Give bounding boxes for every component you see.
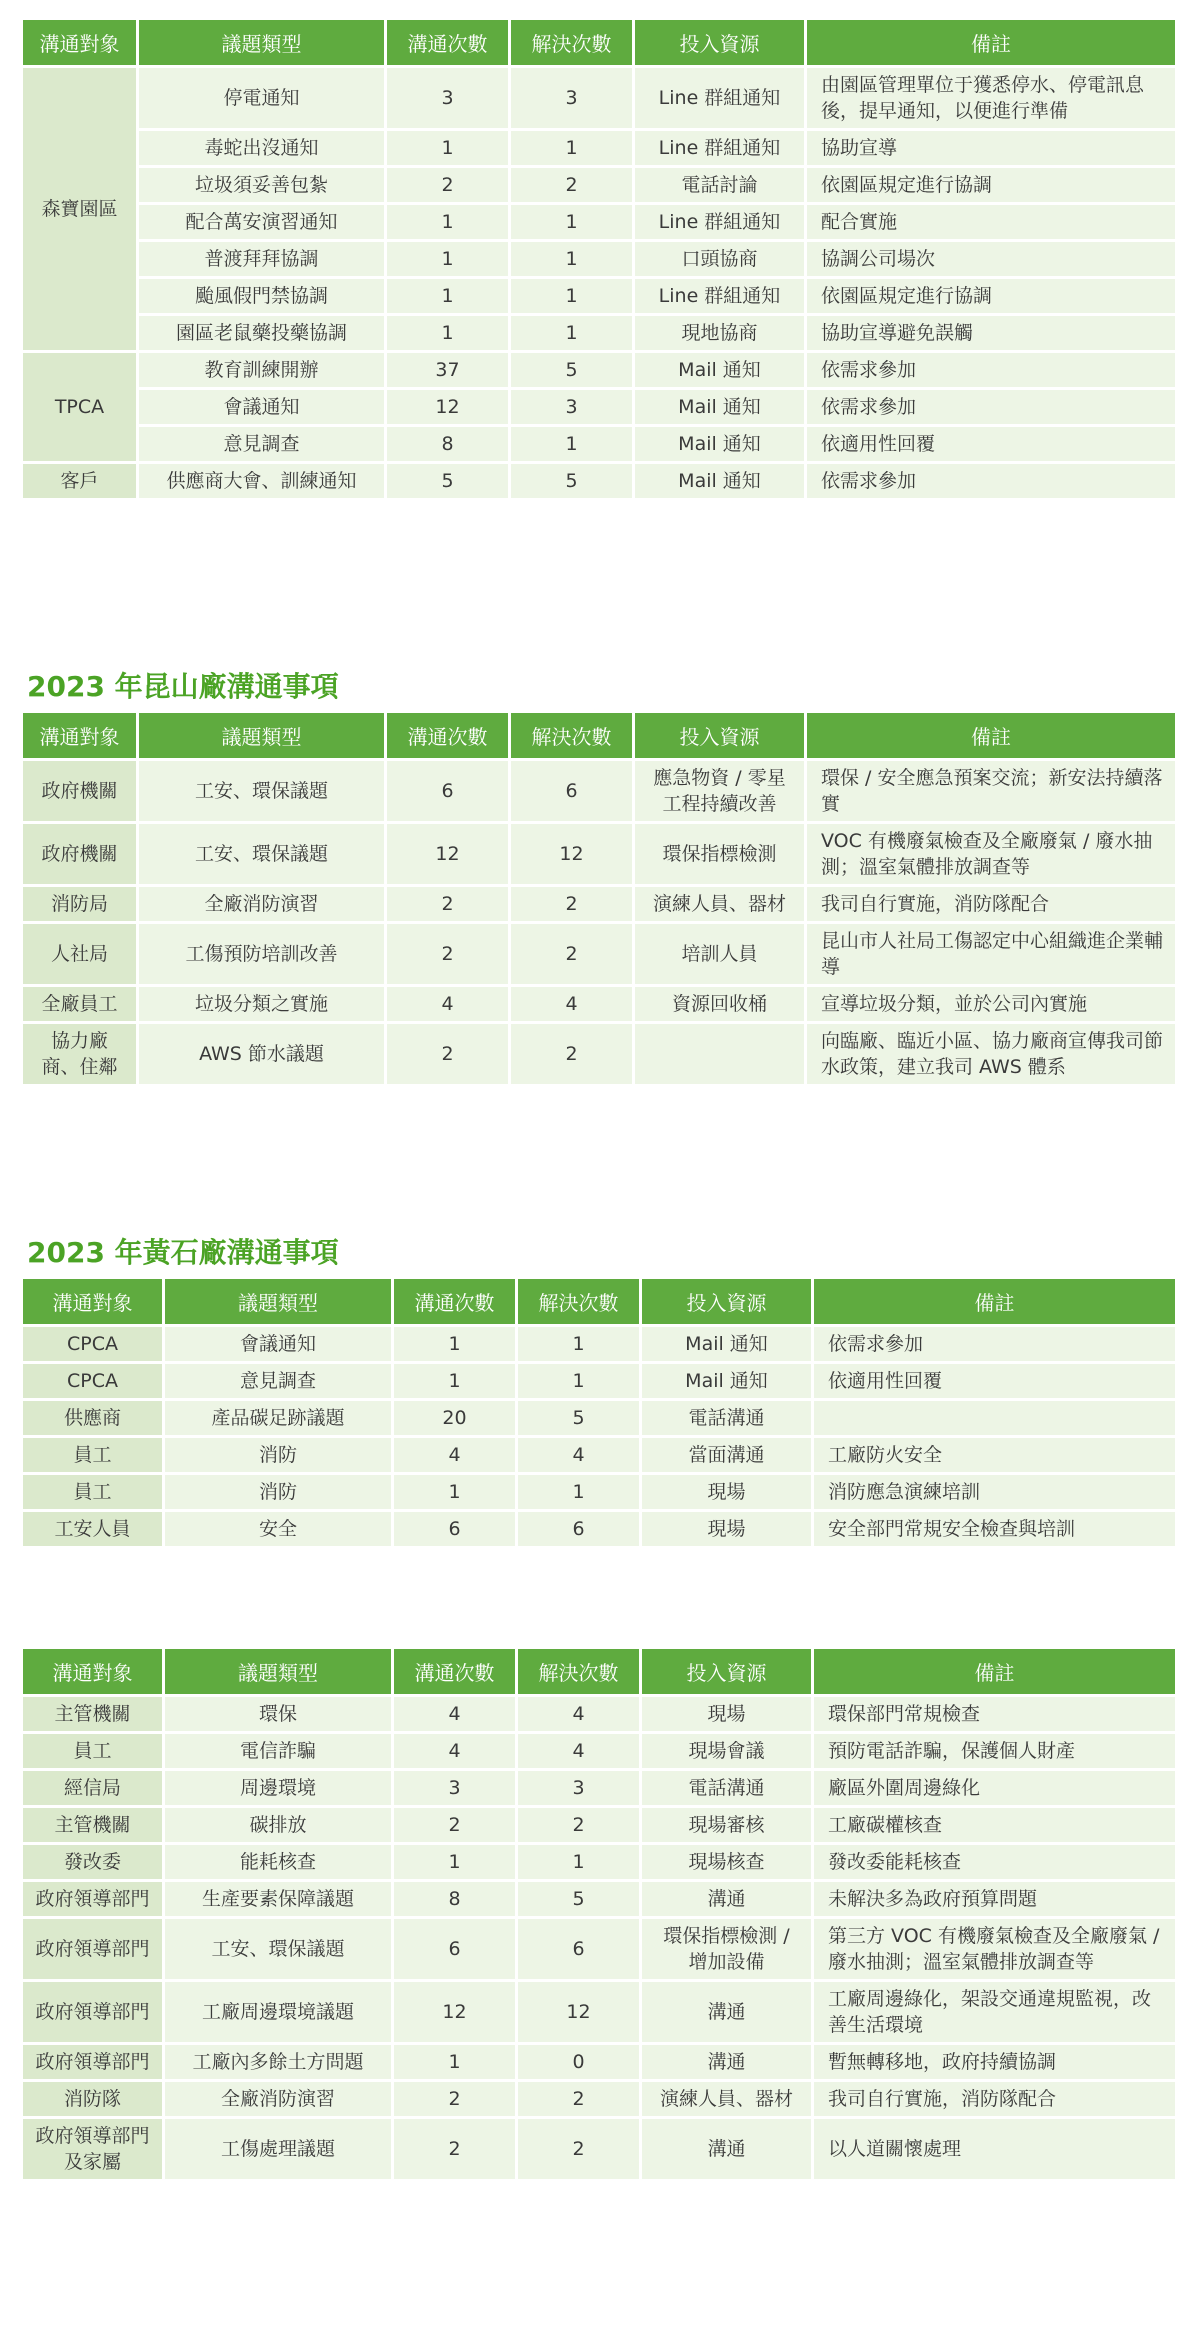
cell-resolved-count: 3	[511, 390, 632, 424]
cell-comm-count: 4	[394, 1438, 515, 1472]
cell-remarks: 依適用性回覆	[814, 1364, 1175, 1398]
cell-target: 消防局	[23, 887, 136, 921]
cell-resolved-count: 1	[511, 316, 632, 350]
table-row	[23, 1512, 1175, 1546]
cell-resources: 電話討論	[635, 168, 804, 202]
header-resources: 投入資源	[635, 713, 804, 758]
cell-topic: 教育訓練開辦	[139, 353, 384, 387]
header-remarks: 備註	[807, 20, 1175, 65]
cell-topic: 全廠消防演習	[139, 887, 384, 921]
cell-remarks: 工廠防火安全	[814, 1438, 1175, 1472]
cell-remarks: 安全部門常規安全檢查與培訓	[814, 1512, 1175, 1546]
table-row	[23, 1808, 1175, 1842]
table-row	[23, 464, 1175, 498]
cell-topic: 工傷處理議題	[165, 2119, 391, 2179]
cell-resources: 現場審核	[642, 1808, 811, 1842]
cell-resolved-count: 5	[511, 353, 632, 387]
cell-comm-count: 1	[387, 242, 508, 276]
cell-comm-count: 5	[387, 464, 508, 498]
cell-comm-count: 2	[387, 887, 508, 921]
cell-resolved-count: 3	[518, 1771, 639, 1805]
table-header	[23, 713, 1175, 758]
cell-topic: 能耗核查	[165, 1845, 391, 1879]
table-row	[23, 279, 1175, 313]
cell-resources: 口頭協商	[635, 242, 804, 276]
header-topic: 議題類型	[165, 1649, 391, 1694]
header-topic: 議題類型	[139, 713, 384, 758]
header-remarks: 備註	[807, 713, 1175, 758]
cell-remarks: 未解決多為政府預算問題	[814, 1882, 1175, 1916]
header-comm-count: 溝通次數	[387, 20, 508, 65]
cell-remarks: 昆山市人社局工傷認定中心組織進企業輔導	[807, 924, 1175, 984]
cell-remarks: 第三方 VOC 有機廢氣檢查及全廠廢氣 / 廢水抽測；溫室氣體排放調查等	[814, 1919, 1175, 1979]
table-row	[23, 1024, 1175, 1084]
cell-comm-count: 6	[394, 1919, 515, 1979]
cell-topic: 會議通知	[165, 1327, 391, 1361]
cell-resolved-count: 2	[518, 2082, 639, 2116]
cell-target: CPCA	[23, 1327, 162, 1361]
table-row	[23, 824, 1175, 884]
cell-resolved-count: 6	[518, 1919, 639, 1979]
cell-resolved-count: 1	[511, 279, 632, 313]
cell-resolved-count: 1	[518, 1364, 639, 1398]
table-row	[23, 205, 1175, 239]
communication-table-huangshi	[20, 1276, 1178, 1549]
cell-comm-count: 37	[387, 353, 508, 387]
cell-remarks: 預防電話詐騙，保護個人財產	[814, 1734, 1175, 1768]
cell-comm-count: 1	[387, 131, 508, 165]
cell-resources: 溝通	[642, 1882, 811, 1916]
cell-comm-count: 3	[394, 1771, 515, 1805]
header-resources: 投入資源	[642, 1279, 811, 1324]
cell-topic: 工安、環保議題	[139, 761, 384, 821]
cell-resolved-count: 1	[518, 1845, 639, 1879]
cell-remarks: 依適用性回覆	[807, 427, 1175, 461]
cell-topic: 安全	[165, 1512, 391, 1546]
cell-comm-count: 6	[387, 761, 508, 821]
cell-topic: AWS 節水議題	[139, 1024, 384, 1084]
cell-remarks: VOC 有機廢氣檢查及全廠廢氣 / 廢水抽測；溫室氣體排放調查等	[807, 824, 1175, 884]
cell-remarks: 依需求參加	[807, 464, 1175, 498]
cell-resources: 現地協商	[635, 316, 804, 350]
cell-resolved-count: 6	[518, 1512, 639, 1546]
cell-comm-count: 1	[394, 1845, 515, 1879]
cell-resolved-count: 12	[518, 1982, 639, 2042]
cell-comm-count: 12	[387, 390, 508, 424]
cell-resources: 環保指標檢測 / 增加設備	[642, 1919, 811, 1979]
cell-resources: Line 群組通知	[635, 68, 804, 128]
communication-table-1	[20, 17, 1178, 501]
header-topic: 議題類型	[139, 20, 384, 65]
cell-topic: 颱風假門禁協調	[139, 279, 384, 313]
table-row	[23, 1982, 1175, 2042]
header-comm-count: 溝通次數	[394, 1649, 515, 1694]
table-row	[23, 242, 1175, 276]
cell-target: 政府領導部門	[23, 1982, 162, 2042]
cell-resources: 資源回收桶	[635, 987, 804, 1021]
cell-resolved-count: 1	[511, 427, 632, 461]
cell-remarks: 工廠碳權核查	[814, 1808, 1175, 1842]
cell-resolved-count: 0	[518, 2045, 639, 2079]
cell-resources: 現場會議	[642, 1734, 811, 1768]
cell-topic: 普渡拜拜協調	[139, 242, 384, 276]
table-row	[23, 761, 1175, 821]
cell-comm-count: 1	[394, 1475, 515, 1509]
cell-comm-count: 8	[394, 1882, 515, 1916]
table-row	[23, 887, 1175, 921]
cell-remarks	[814, 1401, 1175, 1435]
cell-target: CPCA	[23, 1364, 162, 1398]
cell-target: 消防隊	[23, 2082, 162, 2116]
cell-remarks: 依園區規定進行協調	[807, 168, 1175, 202]
cell-remarks: 宣導垃圾分類，並於公司內實施	[807, 987, 1175, 1021]
cell-comm-count: 1	[387, 205, 508, 239]
cell-remarks: 向臨廠、臨近小區、協力廠商宣傳我司節水政策，建立我司 AWS 體系	[807, 1024, 1175, 1084]
table-header	[23, 20, 1175, 65]
cell-target: 政府領導部門及家屬	[23, 2119, 162, 2179]
cell-resources: 溝通	[642, 2045, 811, 2079]
cell-topic: 環保	[165, 1697, 391, 1731]
table-row	[23, 1327, 1175, 1361]
cell-resources: 當面溝通	[642, 1438, 811, 1472]
cell-resources: 環保指標檢測	[635, 824, 804, 884]
cell-target: 經信局	[23, 1771, 162, 1805]
cell-topic: 工廠周邊環境議題	[165, 1982, 391, 2042]
cell-resolved-count: 1	[511, 131, 632, 165]
cell-resources: Line 群組通知	[635, 131, 804, 165]
cell-comm-count: 1	[387, 316, 508, 350]
cell-target: 人社局	[23, 924, 136, 984]
table-row	[23, 1882, 1175, 1916]
table-row	[23, 427, 1175, 461]
cell-topic: 碳排放	[165, 1808, 391, 1842]
table-header	[23, 1649, 1175, 1694]
table-row	[23, 1919, 1175, 1979]
cell-target: 政府領導部門	[23, 1882, 162, 1916]
cell-resolved-count: 4	[518, 1734, 639, 1768]
cell-comm-count: 1	[394, 1327, 515, 1361]
cell-resolved-count: 1	[518, 1327, 639, 1361]
cell-resources: Line 群組通知	[635, 279, 804, 313]
cell-target: 政府領導部門	[23, 2045, 162, 2079]
header-target: 溝通對象	[23, 1279, 162, 1324]
cell-comm-count: 4	[387, 987, 508, 1021]
cell-comm-count: 3	[387, 68, 508, 128]
cell-comm-count: 8	[387, 427, 508, 461]
cell-resources: 現場	[642, 1475, 811, 1509]
header-target: 溝通對象	[23, 713, 136, 758]
communication-table-huangshi-2	[20, 1646, 1178, 2182]
cell-resolved-count: 1	[511, 205, 632, 239]
cell-comm-count: 20	[394, 1401, 515, 1435]
cell-comm-count: 6	[394, 1512, 515, 1546]
cell-target: 發改委	[23, 1845, 162, 1879]
cell-resources: Mail 通知	[635, 464, 804, 498]
cell-resolved-count: 4	[511, 987, 632, 1021]
cell-resolved-count: 5	[518, 1401, 639, 1435]
cell-remarks: 依需求參加	[814, 1327, 1175, 1361]
cell-resources: 演練人員、器材	[635, 887, 804, 921]
cell-resolved-count: 1	[518, 1475, 639, 1509]
cell-remarks: 以人道關懷處理	[814, 2119, 1175, 2179]
cell-target: 主管機關	[23, 1697, 162, 1731]
cell-topic: 周邊環境	[165, 1771, 391, 1805]
cell-topic: 生產要素保障議題	[165, 1882, 391, 1916]
table-row	[23, 2082, 1175, 2116]
cell-topic: 垃圾分類之實施	[139, 987, 384, 1021]
cell-remarks: 我司自行實施，消防隊配合	[807, 887, 1175, 921]
cell-resources: Mail 通知	[635, 353, 804, 387]
cell-target: 員工	[23, 1734, 162, 1768]
cell-comm-count: 2	[387, 1024, 508, 1084]
section-title-huangshi: 2023 年黃石廠溝通事項	[27, 1236, 339, 1269]
cell-topic: 工傷預防培訓改善	[139, 924, 384, 984]
cell-topic: 全廠消防演習	[165, 2082, 391, 2116]
cell-target: 政府機關	[23, 761, 136, 821]
cell-resources: Mail 通知	[635, 427, 804, 461]
cell-target: 供應商	[23, 1401, 162, 1435]
cell-remarks: 協調公司場次	[807, 242, 1175, 276]
cell-resolved-count: 2	[511, 887, 632, 921]
cell-target: 全廠員工	[23, 987, 136, 1021]
header-resolved-count: 解決次數	[511, 20, 632, 65]
cell-remarks: 環保部門常規檢查	[814, 1697, 1175, 1731]
cell-topic: 毒蛇出沒通知	[139, 131, 384, 165]
header-remarks: 備註	[814, 1279, 1175, 1324]
table-row	[23, 987, 1175, 1021]
cell-resources: 溝通	[642, 1982, 811, 2042]
cell-comm-count: 4	[394, 1734, 515, 1768]
cell-target: 工安人員	[23, 1512, 162, 1546]
cell-resources: 培訓人員	[635, 924, 804, 984]
cell-remarks: 協助宣導	[807, 131, 1175, 165]
cell-comm-count: 4	[394, 1697, 515, 1731]
section-title-kunshan: 2023 年昆山廠溝通事項	[27, 670, 339, 703]
cell-comm-count: 2	[394, 1808, 515, 1842]
cell-remarks: 廠區外圍周邊綠化	[814, 1771, 1175, 1805]
cell-resources: 電話溝通	[642, 1401, 811, 1435]
cell-target: 協力廠商、住鄰	[23, 1024, 136, 1084]
cell-topic: 電信詐騙	[165, 1734, 391, 1768]
cell-remarks: 環保 / 安全應急預案交流；新安法持續落實	[807, 761, 1175, 821]
cell-resolved-count: 4	[518, 1697, 639, 1731]
cell-remarks: 消防應急演練培訓	[814, 1475, 1175, 1509]
cell-resolved-count: 2	[511, 168, 632, 202]
header-remarks: 備註	[814, 1649, 1175, 1694]
cell-topic: 消防	[165, 1475, 391, 1509]
cell-resolved-count: 2	[511, 1024, 632, 1084]
cell-resolved-count: 2	[518, 1808, 639, 1842]
cell-topic: 會議通知	[139, 390, 384, 424]
header-comm-count: 溝通次數	[387, 713, 508, 758]
cell-resolved-count: 1	[511, 242, 632, 276]
header-topic: 議題類型	[165, 1279, 391, 1324]
cell-topic: 供應商大會、訓練通知	[139, 464, 384, 498]
cell-resolved-count: 12	[511, 824, 632, 884]
cell-resources: 溝通	[642, 2119, 811, 2179]
cell-comm-count: 12	[394, 1982, 515, 2042]
cell-resources: Mail 通知	[642, 1364, 811, 1398]
cell-resolved-count: 5	[511, 464, 632, 498]
table-row	[23, 1475, 1175, 1509]
cell-resolved-count: 2	[511, 924, 632, 984]
cell-remarks: 依需求參加	[807, 390, 1175, 424]
cell-topic: 垃圾須妥善包紮	[139, 168, 384, 202]
cell-resolved-count: 6	[511, 761, 632, 821]
cell-resources: Mail 通知	[642, 1327, 811, 1361]
cell-resolved-count: 3	[511, 68, 632, 128]
table-row	[23, 1401, 1175, 1435]
cell-resolved-count: 4	[518, 1438, 639, 1472]
cell-topic: 產品碳足跡議題	[165, 1401, 391, 1435]
table-row	[23, 1734, 1175, 1768]
cell-resources: 演練人員、器材	[642, 2082, 811, 2116]
cell-comm-count: 1	[394, 2045, 515, 2079]
cell-resources: Line 群組通知	[635, 205, 804, 239]
cell-topic: 工安、環保議題	[165, 1919, 391, 1979]
table-row	[23, 1845, 1175, 1879]
cell-topic: 意見調查	[139, 427, 384, 461]
cell-topic: 消防	[165, 1438, 391, 1472]
cell-comm-count: 2	[394, 2119, 515, 2179]
header-resolved-count: 解決次數	[511, 713, 632, 758]
cell-resources: 應急物資 / 零星工程持續改善	[635, 761, 804, 821]
cell-topic: 園區老鼠藥投藥協調	[139, 316, 384, 350]
table-row	[23, 131, 1175, 165]
cell-remarks: 由園區管理單位于獲悉停水、停電訊息後，提早通知，以便進行準備	[807, 68, 1175, 128]
table-row	[23, 168, 1175, 202]
table-row	[23, 1697, 1175, 1731]
cell-resolved-count: 2	[518, 2119, 639, 2179]
cell-comm-count: 2	[387, 924, 508, 984]
table-row	[23, 924, 1175, 984]
cell-remarks: 配合實施	[807, 205, 1175, 239]
table-row	[23, 1364, 1175, 1398]
cell-topic: 停電通知	[139, 68, 384, 128]
cell-comm-count: 12	[387, 824, 508, 884]
cell-resources	[635, 1024, 804, 1084]
table-row	[23, 353, 1175, 387]
cell-resources: 現場	[642, 1697, 811, 1731]
cell-target: 政府領導部門	[23, 1919, 162, 1979]
table-row	[23, 1438, 1175, 1472]
table-row	[23, 68, 1175, 128]
header-comm-count: 溝通次數	[394, 1279, 515, 1324]
cell-target: 員工	[23, 1475, 162, 1509]
cell-remarks: 暫無轉移地，政府持續協調	[814, 2045, 1175, 2079]
cell-resources: 現場	[642, 1512, 811, 1546]
cell-target: 政府機關	[23, 824, 136, 884]
header-target: 溝通對象	[23, 1649, 162, 1694]
cell-remarks: 我司自行實施，消防隊配合	[814, 2082, 1175, 2116]
cell-remarks: 依園區規定進行協調	[807, 279, 1175, 313]
header-resources: 投入資源	[642, 1649, 811, 1694]
header-target: 溝通對象	[23, 20, 136, 65]
table-row	[23, 1771, 1175, 1805]
cell-remarks: 協助宣導避免誤觸	[807, 316, 1175, 350]
cell-topic: 工廠內多餘土方問題	[165, 2045, 391, 2079]
cell-target: 主管機關	[23, 1808, 162, 1842]
cell-target: 員工	[23, 1438, 162, 1472]
cell-remarks: 發改委能耗核查	[814, 1845, 1175, 1879]
cell-resolved-count: 5	[518, 1882, 639, 1916]
cell-target: TPCA	[23, 353, 136, 461]
cell-topic: 配合萬安演習通知	[139, 205, 384, 239]
cell-resources: 現場核查	[642, 1845, 811, 1879]
communication-table-kunshan	[20, 710, 1178, 1087]
cell-comm-count: 2	[387, 168, 508, 202]
header-resources: 投入資源	[635, 20, 804, 65]
cell-resources: 電話溝通	[642, 1771, 811, 1805]
cell-topic: 工安、環保議題	[139, 824, 384, 884]
cell-resources: Mail 通知	[635, 390, 804, 424]
table-row	[23, 2119, 1175, 2179]
table-row	[23, 390, 1175, 424]
cell-remarks: 工廠周邊綠化，架設交通違規監視，改善生活環境	[814, 1982, 1175, 2042]
cell-comm-count: 1	[394, 1364, 515, 1398]
cell-target: 客戶	[23, 464, 136, 498]
cell-comm-count: 1	[387, 279, 508, 313]
cell-target: 森寶園區	[23, 68, 136, 350]
cell-comm-count: 2	[394, 2082, 515, 2116]
header-resolved-count: 解決次數	[518, 1649, 639, 1694]
header-resolved-count: 解決次數	[518, 1279, 639, 1324]
table-row	[23, 2045, 1175, 2079]
cell-remarks: 依需求參加	[807, 353, 1175, 387]
table-row	[23, 316, 1175, 350]
table-header	[23, 1279, 1175, 1324]
cell-topic: 意見調查	[165, 1364, 391, 1398]
